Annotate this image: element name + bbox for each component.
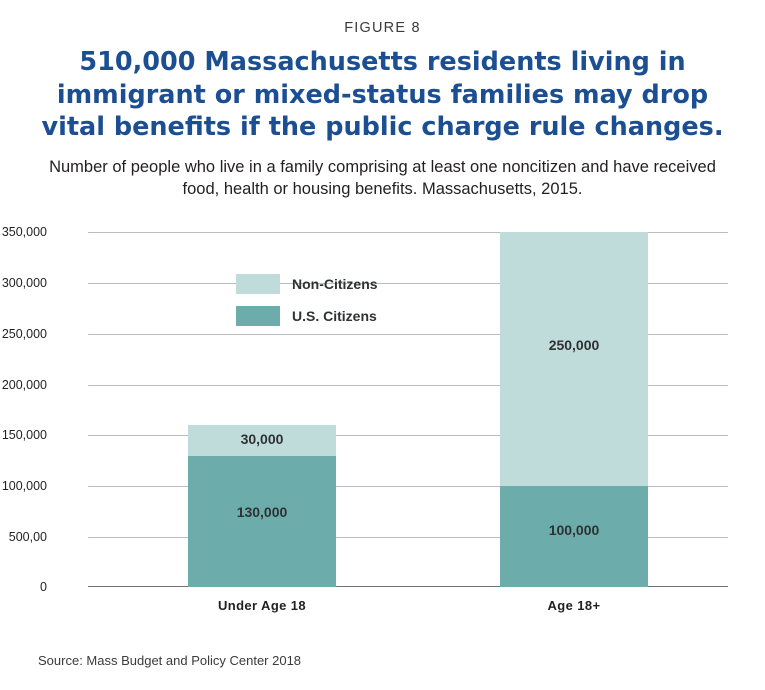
bar-segment-us-citizens[interactable] xyxy=(188,456,336,588)
y-tick-label: 350,000 xyxy=(1,225,47,240)
y-tick-label: 150,000 xyxy=(1,428,47,443)
plot-region xyxy=(1,225,728,614)
bar-under-age-18[interactable] xyxy=(188,425,336,587)
figure-headline: 510,000 Massachusetts residents living in immigrant or mixed-status families may drop vital benefits if the public charge rule changes. xyxy=(41,47,724,143)
x-category-label-age-18-plus: Age 18+ xyxy=(547,598,601,614)
y-tick-label: 0 xyxy=(40,580,47,595)
bar-segment-us-citizens[interactable] xyxy=(500,486,648,587)
y-tick-label: 100,000 xyxy=(1,479,47,493)
figure-label: FIGURE 8 xyxy=(344,20,421,36)
chart-legend xyxy=(236,274,378,338)
y-tick-label: 500,00 xyxy=(8,529,47,544)
bar-segment-non-citizens[interactable] xyxy=(188,425,336,455)
bar-value-label-us-citizens: 100,000 xyxy=(548,522,600,539)
bar-segment-non-citizens[interactable] xyxy=(500,232,648,486)
chart-area xyxy=(0,218,765,618)
legend-item-us-citizens xyxy=(236,306,378,326)
y-tick-label: 250,000 xyxy=(1,326,47,341)
figure-subhead: Number of people who live in a family comprising at least one noncitizen and have received food, health or housing benefits. Massachusetts, 2015. xyxy=(49,157,716,199)
x-category-label-under-age-18: Under Age 18 xyxy=(217,598,307,614)
legend-label-us-citizens: U.S. Citizens xyxy=(292,308,377,325)
source-note: Source: Mass Budget and Policy Center 2018 xyxy=(38,653,302,668)
bar-value-label-non-citizens: 30,000 xyxy=(240,431,284,448)
legend-label-non-citizens: Non-Citizens xyxy=(292,276,378,293)
bar-age-18-plus[interactable] xyxy=(500,232,648,587)
bar-value-label-us-citizens: 130,000 xyxy=(236,503,288,520)
figure-page xyxy=(0,20,765,690)
legend-swatch-us-citizens xyxy=(236,306,280,326)
legend-item-non-citizens xyxy=(236,274,378,294)
y-tick-label: 300,000 xyxy=(1,276,47,291)
legend-swatch-non-citizens xyxy=(236,274,280,294)
y-tick-label: 200,000 xyxy=(1,377,47,392)
bar-value-label-non-citizens: 250,000 xyxy=(548,337,600,354)
